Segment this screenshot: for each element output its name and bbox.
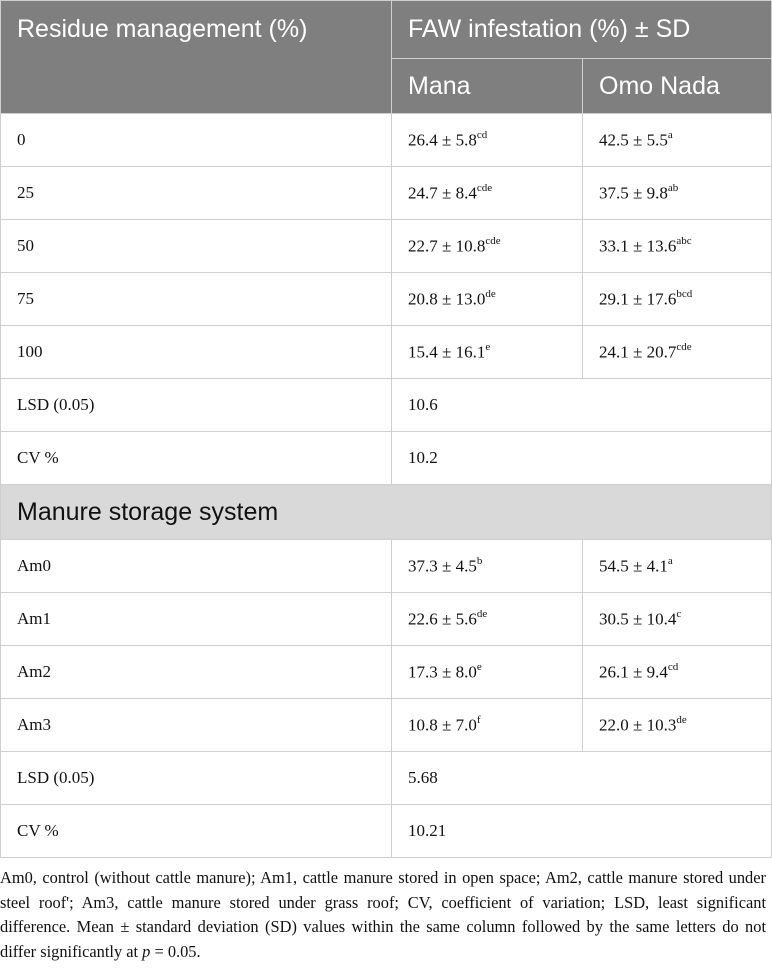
lsd-row bbox=[1, 752, 772, 805]
header-row bbox=[1, 1, 772, 59]
lsd-value: 10.6 bbox=[392, 379, 772, 432]
table-row bbox=[1, 114, 772, 167]
row-label: 100 bbox=[1, 326, 392, 379]
table-row bbox=[1, 167, 772, 220]
mana-value: 17.3 ± 8.0$^e$ bbox=[392, 646, 583, 699]
lsd-label: LSD (0.05) bbox=[1, 752, 392, 805]
lsd-row bbox=[1, 379, 772, 432]
omo-nada-value: 26.1 ± 9.4$^{cd}$ bbox=[583, 646, 772, 699]
row-label: 50 bbox=[1, 220, 392, 273]
cv-label: CV % bbox=[1, 432, 392, 485]
table-row bbox=[1, 273, 772, 326]
section-manure-storage: Manure storage system bbox=[1, 485, 772, 540]
row-label: 25 bbox=[1, 167, 392, 220]
cv-row bbox=[1, 805, 772, 858]
row-label: Am3 bbox=[1, 699, 392, 752]
omo-nada-value: 33.1 ± 13.6$^{abc}$ bbox=[583, 220, 772, 273]
subheader-omo-nada: Omo Nada bbox=[583, 59, 772, 114]
mana-value: 20.8 ± 13.0de bbox=[392, 273, 583, 326]
mana-value: 37.3 ± 4.5$^b$ bbox=[392, 540, 583, 593]
row-label: 75 bbox=[1, 273, 392, 326]
section-row bbox=[1, 485, 772, 540]
cv-value: 10.21 bbox=[392, 805, 772, 858]
table-row bbox=[1, 646, 772, 699]
omo-nada-value: 22.0 ± 10.3de bbox=[583, 699, 772, 752]
mana-value: 22.6 ± 5.6de bbox=[392, 593, 583, 646]
table-row bbox=[1, 699, 772, 752]
row-label: Am1 bbox=[1, 593, 392, 646]
row-label: Am2 bbox=[1, 646, 392, 699]
header-residue-management: Residue management (%) bbox=[1, 1, 392, 114]
omo-nada-value: 29.1 ± 17.6$^{bcd}$ bbox=[583, 273, 772, 326]
lsd-value: 5.68 bbox=[392, 752, 772, 805]
cv-row bbox=[1, 432, 772, 485]
cv-value: 10.2 bbox=[392, 432, 772, 485]
table-row bbox=[1, 593, 772, 646]
omo-nada-value: 30.5 ± 10.4$^c$ bbox=[583, 593, 772, 646]
table-row bbox=[1, 540, 772, 593]
row-label: 0 bbox=[1, 114, 392, 167]
mana-value: 15.4 ± 16.1$^e$ bbox=[392, 326, 583, 379]
omo-nada-value: 24.1 ± 20.7$^{cde}$ bbox=[583, 326, 772, 379]
lsd-label: LSD (0.05) bbox=[1, 379, 392, 432]
table-row bbox=[1, 326, 772, 379]
table-row bbox=[1, 220, 772, 273]
row-label: Am0 bbox=[1, 540, 392, 593]
header-faw-infestation: FAW infestation (%) ± SD bbox=[392, 1, 772, 59]
subheader-mana: Mana bbox=[392, 59, 583, 114]
omo-nada-value: 42.5 ± 5.5$^a$ bbox=[583, 114, 772, 167]
mana-value: 26.4 ± 5.8$^{cd}$ bbox=[392, 114, 583, 167]
mana-value: 10.8 ± 7.0$^f$ bbox=[392, 699, 583, 752]
cv-label: CV % bbox=[1, 805, 392, 858]
omo-nada-value: 37.5 ± 9.8$^{ab}$ bbox=[583, 167, 772, 220]
mana-value: 22.7 ± 10.8$^{cde}$ bbox=[392, 220, 583, 273]
omo-nada-value: 54.5 ± 4.1$^a$ bbox=[583, 540, 772, 593]
mana-value: 24.7 ± 8.4$^{cde}$ bbox=[392, 167, 583, 220]
table-footnote: Am0, control (without cattle manure); Am1, cattle manure stored in open space; Am2, cattle manure stored under steel roof'; Am3, cattle manure stored under grass roof; CV, coefficient of variation; LSD, least significant difference. Mean ± standard deviation (SD) values within the same column followed by the same letters do not differ significantly at p = 0.05. bbox=[0, 868, 766, 961]
